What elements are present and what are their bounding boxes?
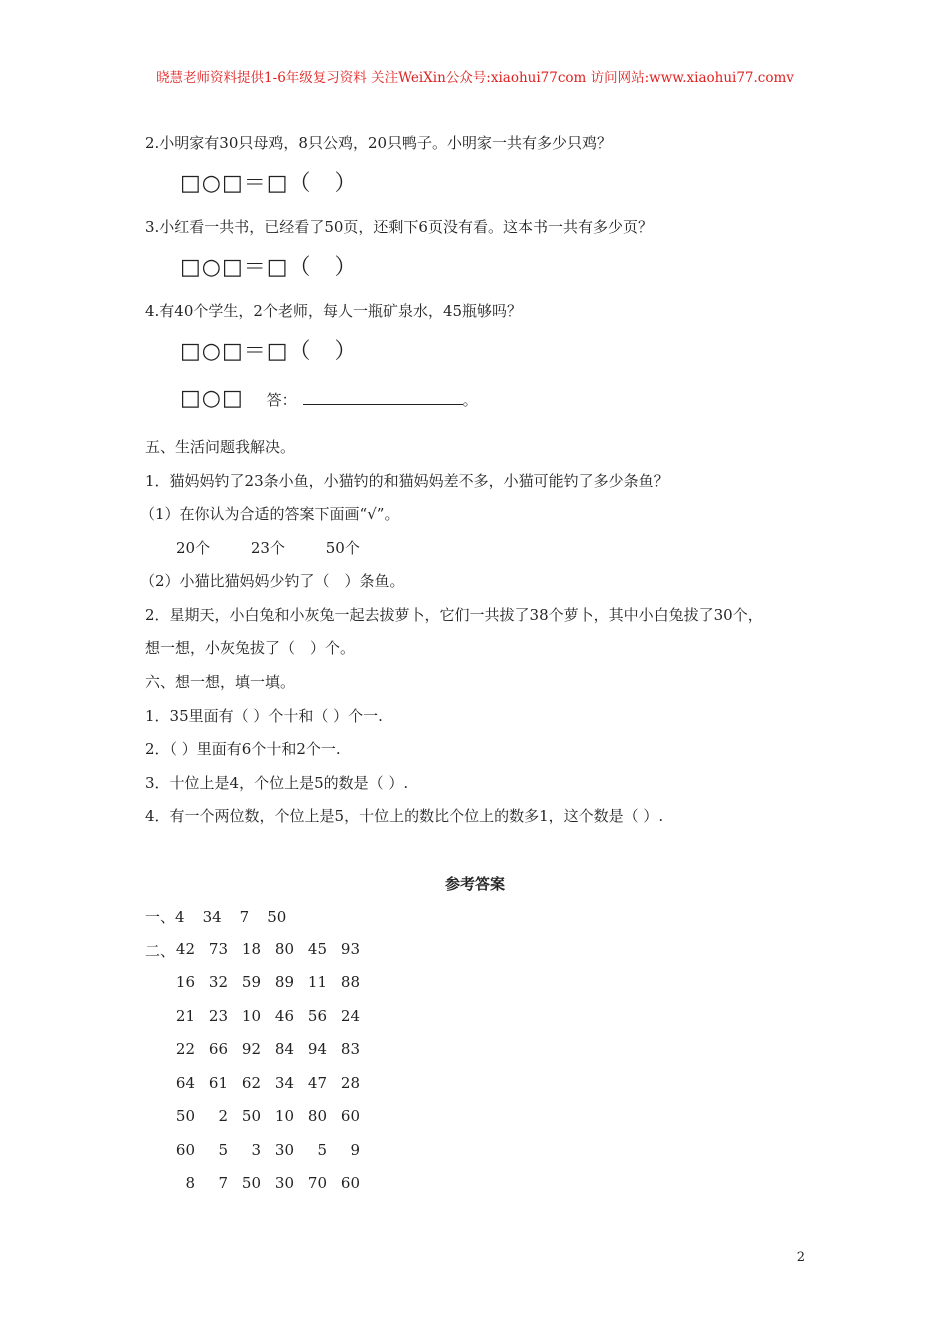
- answer-value: 92: [241, 1040, 261, 1058]
- formula-boxes-short: □○□: [180, 386, 244, 411]
- section-5-title: 五、生活问题我解决。: [145, 438, 296, 456]
- answer-value: 21: [175, 1007, 195, 1025]
- answer-value: 24: [340, 1007, 360, 1025]
- answer-value: 61: [208, 1074, 228, 1092]
- answer-value: 28: [340, 1074, 360, 1092]
- choice-50: 50个: [325, 539, 360, 557]
- question-2: 2.小明家有30只母鸡，8只公鸡，20只鸭子。小明家一共有多少只鸡？: [145, 134, 613, 152]
- answer-value: 8: [185, 1174, 195, 1192]
- answer-value: 73: [208, 940, 228, 958]
- answer-row: [162, 1007, 360, 1025]
- choice-23: 23个: [250, 539, 285, 557]
- answer-value: 50: [267, 908, 287, 926]
- s5-question-1: 1．猫妈妈钓了23条小鱼，小猫钓的和猫妈妈差不多，小猫可能钓了多少条鱼？: [145, 472, 669, 490]
- answer-blank-line: [303, 390, 463, 405]
- s5-question-2-line-1: 2．星期天，小白兔和小灰兔一起去拔萝卜，它们一共拔了38个萝卜，其中小白兔拔了30个，: [145, 606, 763, 624]
- answer-value: 83: [340, 1040, 360, 1058]
- section-6-title: 六、想一想，填一填。: [145, 673, 296, 691]
- answers-title: 参考答案: [444, 875, 505, 893]
- formula-boxes-q2: □○□＝□（ ）: [180, 171, 358, 196]
- answer-value: 50: [241, 1174, 261, 1192]
- answer-value: 9: [350, 1141, 360, 1159]
- answer-label: 答：: [266, 391, 297, 409]
- answer-row: [162, 1074, 360, 1092]
- answer-value: 32: [208, 973, 228, 991]
- answer-value: 18: [241, 940, 261, 958]
- choice-20: 20个: [176, 539, 211, 557]
- answer-value: 66: [208, 1040, 228, 1058]
- question-3: 3.小红看一共书，已经看了50页，还剩下6页没有看。这本书一共有多少页？: [145, 218, 653, 236]
- answer-value: 10: [274, 1107, 294, 1125]
- answer-value: 23: [208, 1007, 228, 1025]
- answer-value: 94: [307, 1040, 327, 1058]
- answer-value: 50: [175, 1107, 195, 1125]
- answer-value: 89: [274, 973, 294, 991]
- s5-question-1-part-2: （2）小猫比猫妈妈少钓了（ ）条鱼。: [140, 572, 405, 590]
- answer-value: 4: [175, 908, 185, 926]
- answer-value: 16: [175, 973, 195, 991]
- s6-question-1: 1．35里面有（ ）个十和（ ）个一.: [145, 707, 383, 725]
- answer-value: 93: [340, 940, 360, 958]
- question-4: 4.有40个学生，2个老师，每人一瓶矿泉水，45瓶够吗？: [145, 302, 523, 320]
- answer-value: 56: [307, 1007, 327, 1025]
- answer-value: 7: [239, 908, 250, 926]
- answer-value: 84: [274, 1040, 294, 1058]
- answers-part-1-label: 一、: [145, 908, 176, 926]
- s6-question-4: 4．有一个两位数，个位上是5，十位上的数比个位上的数多1，这个数是（ ）.: [145, 807, 664, 825]
- answer-value: 80: [307, 1107, 327, 1125]
- answer-end: 。: [462, 391, 478, 409]
- answer-value: 60: [340, 1174, 360, 1192]
- answers-part-1: [145, 906, 286, 927]
- answer-value: 45: [307, 940, 327, 958]
- answer-row: [162, 1040, 360, 1058]
- answer-row: [162, 973, 360, 991]
- s6-question-3: 3．十位上是4，个位上是5的数是（ ）.: [145, 774, 409, 792]
- page-header: 晓慧老师资料提供1-6年级复习资料 关注WeiXin公众号:xiaohui77com 访问网站:www.xiaohui77.comv: [156, 70, 794, 86]
- answer-value: 34: [274, 1074, 294, 1092]
- answer-row: [162, 1141, 360, 1159]
- answer-value: 34: [202, 908, 222, 926]
- answer-value: 60: [175, 1141, 195, 1159]
- answer-value: 5: [317, 1141, 327, 1159]
- answer-value: 11: [307, 973, 327, 991]
- formula-boxes-q3: □○□＝□（ ）: [180, 255, 358, 280]
- answer-value: 47: [307, 1074, 327, 1092]
- answer-value: 10: [241, 1007, 261, 1025]
- s5-question-2-line-2: 想一想，小灰兔拔了（ ）个。: [145, 639, 356, 657]
- answer-value: 50: [241, 1107, 261, 1125]
- answer-value: 5: [218, 1141, 228, 1159]
- answer-value: 3: [251, 1141, 261, 1159]
- answer-value: 30: [274, 1174, 294, 1192]
- choice-row: [176, 537, 360, 558]
- answer-value: 64: [175, 1074, 195, 1092]
- formula-boxes-q4: □○□＝□（ ）: [180, 339, 358, 364]
- answer-value: 80: [274, 940, 294, 958]
- answer-row: [162, 940, 360, 958]
- answer-value: 7: [218, 1174, 228, 1192]
- answer-value: 60: [340, 1107, 360, 1125]
- answer-row: [162, 1174, 360, 1192]
- answer-value: 22: [175, 1040, 195, 1058]
- s6-question-2: 2．（ ）里面有6个十和2个一.: [145, 740, 341, 758]
- answer-value: 30: [274, 1141, 294, 1159]
- answer-value: 59: [241, 973, 261, 991]
- answer-value: 70: [307, 1174, 327, 1192]
- page-number: 2: [796, 1250, 805, 1265]
- answer-value: 46: [274, 1007, 294, 1025]
- answer-value: 2: [218, 1107, 228, 1125]
- answer-value: 62: [241, 1074, 261, 1092]
- s5-question-1-part-1: （1）在你认为合适的答案下面画“√”。: [140, 505, 400, 523]
- answer-value: 42: [175, 940, 195, 958]
- answers-part-2-label: 二、: [145, 942, 176, 960]
- answer-row: [180, 386, 478, 411]
- answer-row: [162, 1107, 360, 1125]
- answer-value: 88: [340, 973, 360, 991]
